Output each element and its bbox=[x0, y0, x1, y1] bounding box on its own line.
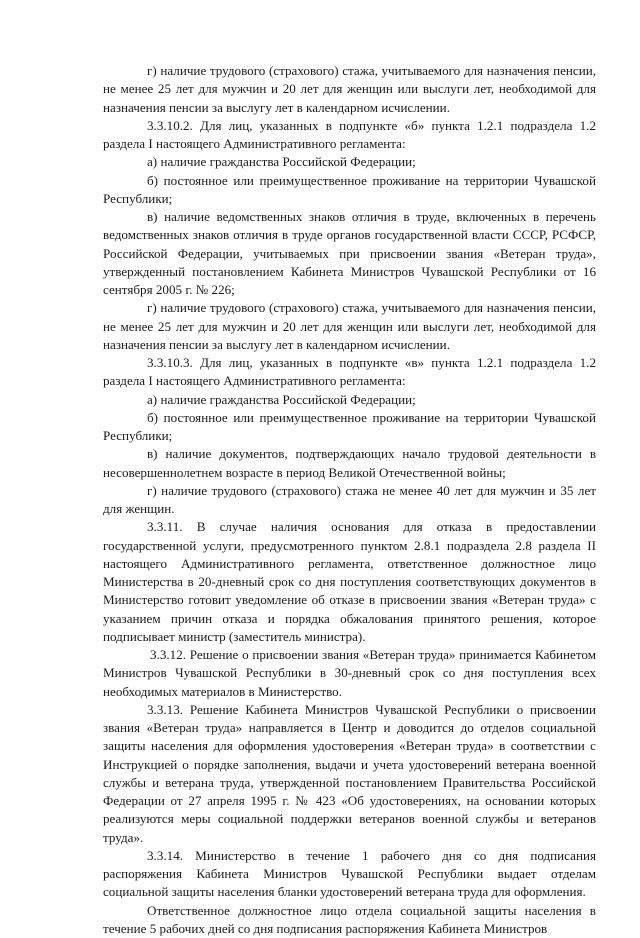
paragraph-3-3-14: 3.3.14. Министерство в течение 1 рабочего дня со дня подписания распоряжения Кабинета Министров Чувашской Республики выдает отделам социальной защиты населения бланки удостоверений ветерана труда для оформления. bbox=[103, 847, 596, 902]
paragraph-work-experience-40-35: г) наличие трудового (страхового) стажа не менее 40 лет для мужчин и 35 лет для женщин. bbox=[103, 482, 596, 519]
paragraph-pension-stage-2: г) наличие трудового (страхового) стажа, учитываемого для назначения пенсии, не менее 25 лет для мужчин и 20 лет для женщин или выслуги лет, необходимой для назначения пенсии за выслугу лет в календарном исчислении. bbox=[103, 299, 596, 354]
paragraph-3-3-11: 3.3.11. В случае наличия основания для отказа в предоставлении государственной услуги, предусмотренного пунктом 2.8.1 подраздела 2.8 раздела II настоящего Административного регламента, ответственное должностное лицо Министерства в 20-дневный срок со дня поступления соответствующих документов в Министерство готовит уведомление об отказе в присвоении звания «Ветеран труда» с указанием причин отказа и порядка обжалования принятого решения, которое подписывает министр (заместитель министра). bbox=[103, 518, 596, 646]
paragraph-war-time-work: в) наличие документов, подтверждающих начало трудовой деятельности в несовершеннолетнем возрасте в период Великой Отечественной войны; bbox=[103, 445, 596, 482]
paragraph-citizenship-1: а) наличие гражданства Российской Федерации; bbox=[103, 153, 596, 171]
paragraph-departmental-awards: в) наличие ведомственных знаков отличия в труде, включенных в перечень ведомственных знаков отличия в труде органов государственной власти СССР, РСФСР, Российской Федерации, учитываемых при присвоении звания «Ветеран труда», утвержденный постановлением Кабинета Министров Чувашской Республики от 16 сентября 2005 г. № 226; bbox=[103, 208, 596, 299]
paragraph-residence-1: б) постоянное или преимущественное проживание на территории Чувашской Республики; bbox=[103, 172, 596, 209]
paragraph-3-3-13: 3.3.13. Решение Кабинета Министров Чувашской Республики о присвоении звания «Ветеран труда» направляется в Центр и доводится до отделов социальной защиты населения для оформления удостоверения «Ветеран труда» в соответствии с Инструкцией о порядке заполнения, выдачи и учета удостоверений ветерана военной службы и ветерана труда, утвержденной постановлением Правительства Российской Федерации от 27 апреля 1995 г. № 423 «Об удостоверениях, на основании которых реализуются меры социальной поддержки ветеранов военной службы и ветеранов труда». bbox=[103, 701, 596, 847]
paragraph-3-3-10-3: 3.3.10.3. Для лиц, указанных в подпункте «в» пункта 1.2.1 подраздела 1.2 раздела I настоящего Административного регламента: bbox=[103, 354, 596, 391]
paragraph-3-3-12: 3.3.12. Решение о присвоении звания «Ветеран труда» принимается Кабинетом Министров Чувашской Республики в 30-дневный срок со дня поступления всех необходимых материалов в Министерство. bbox=[103, 646, 596, 701]
paragraph-pension-stage-1: г) наличие трудового (страхового) стажа, учитываемого для назначения пенсии, не менее 25 лет для мужчин и 20 лет для женщин или выслуги лет, необходимой для назначения пенсии за выслугу лет в календарном исчислении. bbox=[103, 62, 596, 117]
paragraph-3-3-10-2: 3.3.10.2. Для лиц, указанных в подпункте «б» пункта 1.2.1 подраздела 1.2 раздела I настоящего Административного регламента: bbox=[103, 117, 596, 154]
paragraph-citizenship-2: а) наличие гражданства Российской Федерации; bbox=[103, 391, 596, 409]
paragraph-responsible-official: Ответственное должностное лицо отдела социальной защиты населения в течение 5 рабочих дней со дня подписания распоряжения Кабинета Министров bbox=[103, 902, 596, 938]
document-body bbox=[103, 62, 596, 938]
paragraph-residence-2: б) постоянное или преимущественное проживание на территории Чувашской Республики; bbox=[103, 409, 596, 446]
